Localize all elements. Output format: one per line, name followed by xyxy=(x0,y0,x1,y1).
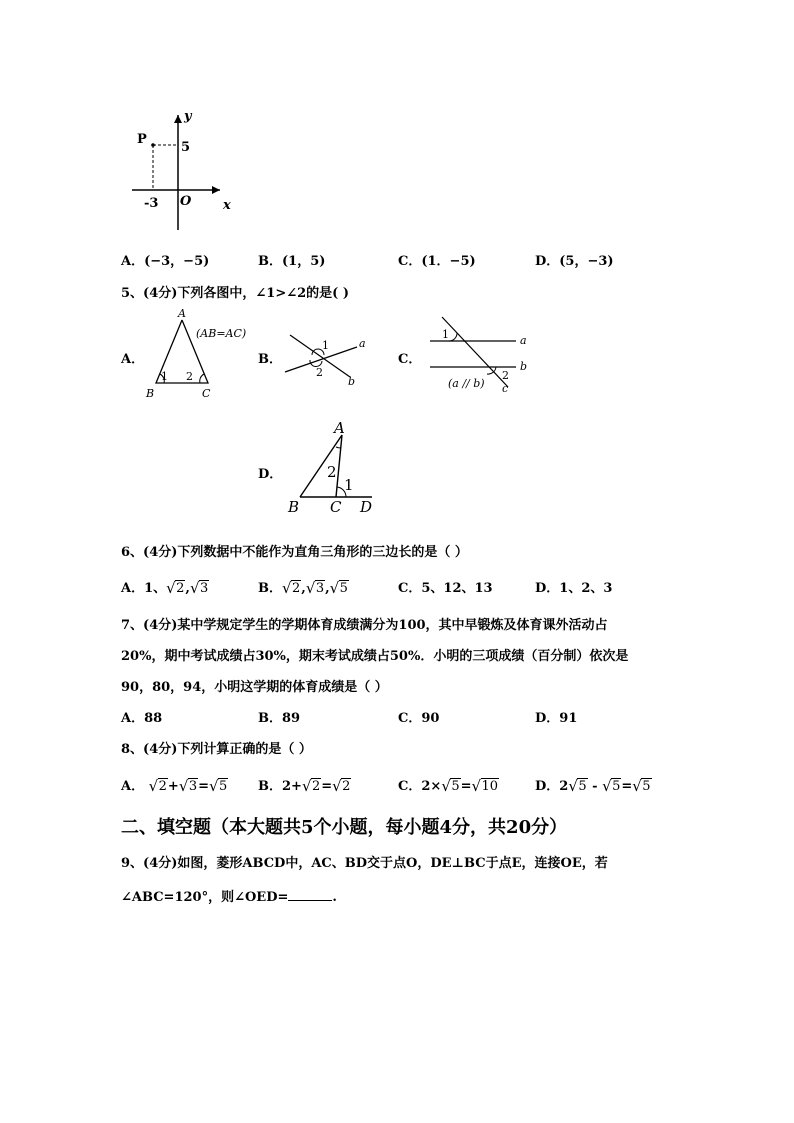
q4-y-value: 5 xyxy=(181,140,191,155)
q5-option-a-label[interactable]: A． xyxy=(121,352,145,367)
q5b-line-b-label: b xyxy=(348,375,356,388)
q5-option-b-label[interactable]: B． xyxy=(258,352,282,367)
q9-line-2: ∠ABC=120°，则∠OED= . xyxy=(121,890,337,905)
q5c-line-a-label: a xyxy=(520,334,527,347)
q8-option-b[interactable]: B．2+√ 2=√ 2 xyxy=(258,775,351,794)
section-2-heading: 二、填空题（本大题共5个小题，每小题4分，共20分） xyxy=(121,817,568,838)
q5c-angle2-label: 2 xyxy=(502,369,509,382)
q4-option-a[interactable]: A．(−3，−5) xyxy=(121,254,210,269)
q5c-line-b-label: b xyxy=(520,360,528,373)
q5d-angle1-label: 1 xyxy=(344,476,354,494)
q8-stem: 8、(4分)下列计算正确的是（ ） xyxy=(121,742,312,757)
sqrt-2: √ 2 xyxy=(166,581,185,596)
q9-line-1: 9、(4分)如图，菱形ABCD中，AC、BD交于点O，DE⊥BC于点E，连接OE，若 xyxy=(121,856,608,871)
q5b-angle1-label: 1 xyxy=(322,339,329,352)
q4-coordinate-figure xyxy=(120,105,250,235)
q4-y-axis-label: y xyxy=(184,109,192,124)
q8-option-d[interactable]: D．2√ 5 - √ 5=√ 5 xyxy=(535,775,652,794)
q5d-angle2-label: 2 xyxy=(327,463,337,481)
q5-figure-c xyxy=(420,312,535,397)
q7-option-b[interactable]: B．89 xyxy=(258,711,301,726)
q4-option-d[interactable]: D．(5，−3) xyxy=(535,254,614,269)
q5a-left-label: B xyxy=(146,387,155,400)
q5a-right-label: C xyxy=(202,387,211,400)
sqrt-5: √ 5 xyxy=(330,581,349,596)
q5-figure-a xyxy=(140,305,255,405)
q7-option-c[interactable]: C．90 xyxy=(398,711,440,726)
sqrt-2: √ 2 xyxy=(282,581,301,596)
q5d-c-label: C xyxy=(330,498,342,516)
q5d-d-label: D xyxy=(360,498,373,516)
q5a-angle2-label: 2 xyxy=(186,370,193,383)
q5-stem: 5、(4分)下列各图中，∠1>∠2的是( ) xyxy=(121,286,349,301)
q4-x-value: -3 xyxy=(144,196,159,211)
q4-option-c[interactable]: C．(1．−5) xyxy=(398,254,476,269)
q7-line-1: 7、(4分)某中学规定学生的学期体育成绩满分为100，其中早锻炼及体育课外活动占 xyxy=(121,618,608,633)
q5d-apex-label: A xyxy=(334,419,345,437)
q8-option-c[interactable]: C．2×√ 5=√ 10 xyxy=(398,775,499,794)
q5c-angle1-label: 1 xyxy=(442,328,449,341)
q7-line-3: 90，80，94，小明这学期的体育成绩是（ ） xyxy=(121,680,388,695)
q4-origin-label: O xyxy=(180,194,192,209)
q6-stem: 6、(4分)下列数据中不能作为直角三角形的三边长的是（ ） xyxy=(121,545,468,560)
sqrt-3: √ 3 xyxy=(190,581,209,596)
q5-figure-d xyxy=(280,415,380,520)
sqrt-3: √ 3 xyxy=(306,581,325,596)
q6-option-b[interactable]: B．√ 2,√ 3,√ 5 xyxy=(258,577,349,596)
q5a-apex-label: A xyxy=(178,307,186,320)
q7-line-2: 20%，期中考试成绩占30%，期末考试成绩占50%．小明的三项成绩（百分制）依次是 xyxy=(121,649,629,664)
q5a-angle1-label: 1 xyxy=(161,370,168,383)
q8-option-a[interactable]: A． √ 2+√ 3=√ 5 xyxy=(121,775,228,794)
q6-option-d[interactable]: D．1、2、3 xyxy=(535,581,613,596)
q7-option-a[interactable]: A．88 xyxy=(121,711,163,726)
q4-x-axis-label: x xyxy=(223,198,231,213)
q5b-line-a-label: a xyxy=(359,337,366,350)
q5a-note: (AB=AC) xyxy=(196,327,247,340)
q5c-transversal-label: c xyxy=(502,382,509,395)
q5b-angle2-label: 2 xyxy=(316,366,323,379)
q4-option-b[interactable]: B．(1，5) xyxy=(258,254,326,269)
q5-option-c-label[interactable]: C． xyxy=(398,352,422,367)
q6-option-a[interactable]: A．1、√ 2,√ 3 xyxy=(121,577,209,596)
q7-option-d[interactable]: D．91 xyxy=(535,711,578,726)
q4-point-label: P xyxy=(137,132,147,147)
q5-option-d-label[interactable]: D． xyxy=(258,467,283,482)
q5d-b-label: B xyxy=(288,498,300,516)
q9-answer-blank[interactable] xyxy=(288,889,332,901)
q5-figure-b xyxy=(280,325,375,390)
q5c-note: (a // b) xyxy=(448,377,485,390)
q6-option-c[interactable]: C．5、12、13 xyxy=(398,581,493,596)
